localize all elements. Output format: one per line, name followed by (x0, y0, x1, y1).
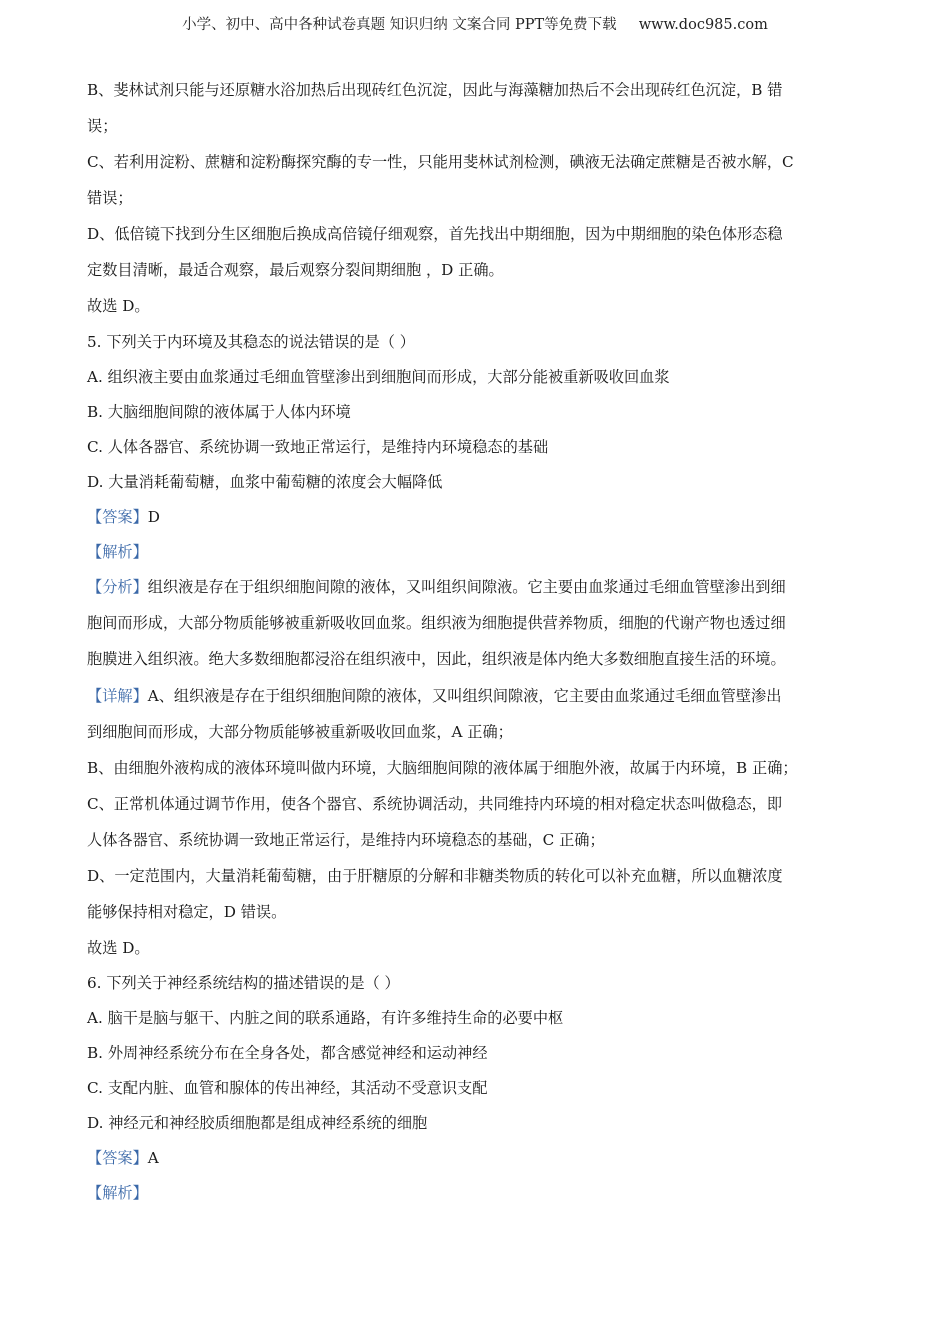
line-text: A. 组织液主要由血浆通过毛细血管壁渗出到细胞间而形成，大部分能被重新吸收回血浆 (87, 368, 670, 386)
text-line (87, 794, 782, 814)
text-line (87, 116, 117, 136)
line-text: 5. 下列关于内环境及其稳态的说法错误的是（ ） (87, 333, 415, 351)
line-text: D、低倍镜下找到分生区细胞后换成高倍镜仔细观察，首先找出中期细胞，因为中期细胞的染色体形态稳 (87, 225, 783, 243)
line-text: C、若利用淀粉、蔗糖和淀粉酶探究酶的专一性，只能用斐林试剂检测，碘液无法确定蔗糖是否被水解，C (87, 153, 794, 171)
line-text: A. 脑干是脑与躯干、内脏之间的联系通路，有许多维持生命的必要中枢 (87, 1009, 564, 1027)
line-text: 误； (87, 117, 118, 135)
text-line (87, 80, 782, 100)
section-tag: 【解析】 (87, 1184, 148, 1202)
section-line (87, 542, 148, 562)
text-line (87, 332, 415, 352)
line-text: D、一定范围内，大量消耗葡萄糖，由于肝糖原的分解和非糖类物质的转化可以补充血糖，所以血糖浓度 (87, 867, 783, 885)
line-text: A、组织液是存在于组织细胞间隙的液体，又叫组织间隙液，它主要由血浆通过毛细血管壁渗出 (147, 687, 782, 705)
text-line (87, 472, 442, 492)
line-text: C. 人体各器官、系统协调一致地正常运行，是维持内环境稳态的基础 (87, 438, 549, 456)
text-line (87, 649, 786, 669)
line-text: A (147, 1149, 159, 1167)
line-text: 6. 下列关于神经系统结构的描述错误的是（ ） (87, 974, 400, 992)
line-text: C. 支配内脏、血管和腺体的传出神经，其活动不受意识支配 (87, 1079, 488, 1097)
line-text: D. 大量消耗葡萄糖，血浆中葡萄糖的浓度会大幅降低 (87, 473, 443, 491)
line-text: D (147, 508, 160, 526)
section-line (87, 1148, 159, 1168)
line-text: C、正常机体通过调节作用，使各个器官、系统协调活动，共同维持内环境的相对稳定状态叫做稳态，即 (87, 795, 783, 813)
line-text: 能够保持相对稳定，D 错误。 (87, 903, 287, 921)
header-website: www.doc985.com (638, 17, 768, 33)
text-line (87, 1078, 487, 1098)
text-line (87, 1043, 488, 1063)
section-tag: 【答案】 (87, 1149, 148, 1167)
text-line (87, 973, 400, 993)
line-text: 组织液是存在于组织细胞间隙的液体，又叫组织间隙液。它主要由血浆通过毛细血管壁渗出到细 (147, 578, 786, 596)
line-text: B. 大脑细胞间隙的液体属于人体内环境 (87, 403, 351, 421)
line-text: 故选 D。 (87, 939, 150, 957)
text-line (87, 938, 150, 958)
line-text: B、斐林试剂只能与还原糖水浴加热后出现砖红色沉淀，因此与海藻糖加热后不会出现砖红色沉淀，B 错 (87, 81, 783, 99)
text-line (87, 402, 351, 422)
text-line (87, 830, 605, 850)
section-tag: 【解析】 (87, 543, 148, 561)
section-line (87, 686, 781, 706)
text-line (87, 152, 794, 172)
line-text: 胞膜进入组织液。绝大多数细胞都浸浴在组织液中，因此，组织液是体内绝大多数细胞直接生活的环境。 (87, 650, 786, 668)
text-line (87, 188, 133, 208)
section-tag: 【分析】 (87, 578, 148, 596)
line-text: 定数目清晰，最适合观察，最后观察分裂间期细胞 ，D 正确。 (87, 261, 504, 279)
text-line (87, 367, 670, 387)
text-line (87, 1113, 427, 1133)
header-left-text: 小学、初中、高中各种试卷真题 知识归纳 文案合同 PPT等免费下载 (182, 17, 617, 33)
section-line (87, 1183, 148, 1203)
text-line (87, 296, 150, 316)
section-line (87, 577, 786, 597)
section-tag: 【答案】 (87, 508, 148, 526)
page-header (0, 13, 950, 34)
line-text: 胞间而形成，大部分物质能够被重新吸收回血浆。组织液为细胞提供营养物质，细胞的代谢产物也透过细 (87, 614, 786, 632)
text-line (87, 902, 286, 922)
text-line (87, 437, 548, 457)
text-line (87, 613, 786, 633)
text-line (87, 1008, 563, 1028)
section-line (87, 507, 160, 527)
line-text: 到细胞间而形成，大部分物质能够被重新吸收回血浆，A 正确； (87, 723, 513, 741)
section-tag: 【详解】 (87, 687, 148, 705)
line-text: B. 外周神经系统分布在全身各处，都含感觉神经和运动神经 (87, 1044, 488, 1062)
text-line (87, 260, 504, 280)
line-text: 人体各器官、系统协调一致地正常运行，是维持内环境稳态的基础，C 正确； (87, 831, 605, 849)
text-line (87, 758, 798, 778)
text-line (87, 224, 783, 244)
text-line (87, 866, 783, 886)
line-text: B、由细胞外液构成的液体环境叫做内环境，大脑细胞间隙的液体属于细胞外液，故属于内环境，B 正确； (87, 759, 798, 777)
line-text: 错误； (87, 189, 133, 207)
text-line (87, 722, 513, 742)
line-text: D. 神经元和神经胶质细胞都是组成神经系统的细胞 (87, 1114, 428, 1132)
line-text: 故选 D。 (87, 297, 150, 315)
